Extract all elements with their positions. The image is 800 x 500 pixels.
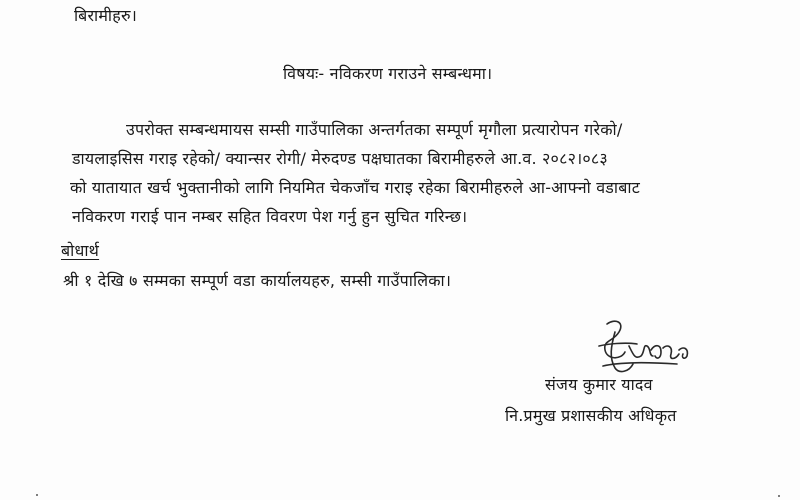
cc-heading: बोधार्थ [61,241,100,260]
body-line: नविकरण गराई पान नम्बर सहित विवरण पेश गर्नु हुन सुचित गरिन्छ। [72,207,468,226]
signatory-name: संजय कुमार यादव [545,375,653,394]
subject-line: विषयः- नविकरण गराउने सम्बन्धमा। [283,64,493,83]
body-line: उपरोक्त सम्बन्धमायस सम्सी गाउँपालिका अन्तर्गतका सम्पूर्ण मृगौला प्रत्यारोपन गरेको/ [126,120,623,139]
scan-speck [36,494,38,496]
scan-speck [778,495,780,497]
signatory-designation: नि.प्रमुख प्रशासकीय अधिकृत [505,406,677,425]
salutation-line: बिरामीहरु। [74,6,138,25]
body-line: को यातायात खर्च भुक्तानीको लागि नियमित चेकजाँच गराइ रहेका बिरामीहरुले आ-आफ्नो वडाबाट [70,178,640,197]
body-line: डायलाइसिस गराइ रहेको/ क्यान्सर रोगी/ मेरुदण्ड पक्षघातका बिरामीहरुले आ.व. २०८२।०८३ [72,149,608,168]
cc-recipients: श्री १ देखि ७ सम्मका सम्पूर्ण वडा कार्यालयहरु, सम्सी गाउँपालिका। [63,271,452,290]
handwritten-signature [585,316,695,378]
